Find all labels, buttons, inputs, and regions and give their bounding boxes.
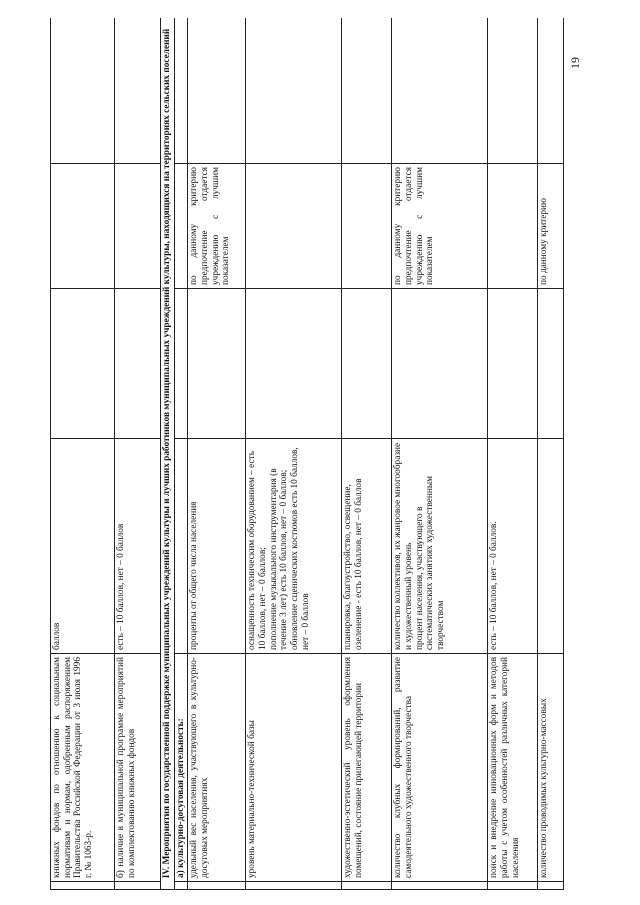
table-cell: количество проводимых культурно-массовых: [538, 654, 564, 882]
table-cell: б) наличие в муниципальной программе мероприятий по комплектованию книжных фондов: [115, 654, 161, 882]
table-cell: уровень материально-технической базы: [246, 654, 342, 882]
table-cell: [174, 882, 188, 890]
section-heading-row: [161, 18, 175, 890]
table-row: [538, 18, 564, 890]
table-cell: [51, 882, 115, 890]
rotated-table-block: [50, 18, 580, 890]
table-cell: [246, 882, 342, 890]
table-cell: [188, 18, 246, 164]
table-cell: проценты от общего числа населения: [188, 439, 246, 654]
table-cell: [174, 18, 188, 164]
table-cell: [174, 289, 188, 439]
table-cell: художественно-эстетический уровень оформления помещений, состояние прилегающей территории: [342, 654, 392, 882]
table-cell: количество коллективов, их жанровое многообразие и художественный уровень процент населения, участвующего в систематических занятиях художественным творчеством: [392, 439, 488, 654]
table-row: [342, 18, 392, 890]
table-cell: [392, 18, 488, 164]
table-cell: оснащенность техническим оборудованием – есть 10 баллов, нет – 0 баллов; пополнение музыкального инструментария (в течение 3 лет) есть 10 баллов, нет – 0 баллов; обновление сценических костюмов есть 10 баллов, нет – 0 баллов: [246, 439, 342, 654]
table-cell: [174, 164, 188, 289]
table-row: [392, 18, 488, 890]
table-row: [188, 18, 246, 890]
table-cell: [488, 18, 538, 164]
table-cell: [538, 439, 564, 654]
table-cell: [342, 164, 392, 289]
table-cell: [188, 289, 246, 439]
table-cell: [488, 164, 538, 289]
table-cell: [538, 289, 564, 439]
subsection-heading-row: [174, 18, 188, 890]
table-cell: [342, 18, 392, 164]
table-cell: [392, 289, 488, 439]
table-cell: [488, 882, 538, 890]
section-heading: IV. Мероприятия по государственной поддержке муниципальных учреждений культуры и лучших работников муниципальных учреждений культуры, находящихся на территориях сельских поселений: [161, 18, 175, 890]
criteria-table: [50, 18, 564, 890]
table-cell: поиск и внедрение инновационных форм и методов работы с учетом особенностей различных категорий населения: [488, 654, 538, 882]
subsection-heading: а) культурно-досуговая деятельность:: [174, 654, 188, 882]
table-cell: [188, 882, 246, 890]
table-cell: [51, 289, 115, 439]
table-cell: [115, 289, 161, 439]
document-sheet: [50, 18, 580, 890]
table-row: [51, 18, 115, 890]
table-cell: удельный вес населения, участвующего в культурно-досуговых мероприятиях: [188, 654, 246, 882]
table-cell: [115, 18, 161, 164]
table-cell: есть – 10 баллов, нет – 0 баллов.: [488, 439, 538, 654]
table-cell: количество клубных формирований, развитие самодеятельного художественного творчества: [392, 654, 488, 882]
table-cell: [115, 882, 161, 890]
table-row: [488, 18, 538, 890]
table-cell: [342, 882, 392, 890]
table-cell: [538, 18, 564, 164]
table-cell: баллов: [51, 439, 115, 654]
table-cell: [51, 164, 115, 289]
table-cell: по данному критерию: [538, 164, 564, 289]
page-number: 19: [568, 57, 582, 69]
table-cell: [246, 164, 342, 289]
table-row: [115, 18, 161, 890]
table-cell: [392, 882, 488, 890]
table-cell: есть – 10 баллов, нет – 0 баллов: [115, 439, 161, 654]
table-cell: [51, 18, 115, 164]
table-cell: [174, 439, 188, 654]
table-cell: книжных фондов по отношению к социальным нормативам и нормам, одобренным распоряжением Правительства Российской Федерации от 3 июля 1996 г. № 1063-р.: [51, 654, 115, 882]
table-cell: планировка, благоустройство, освещение, озеленение - есть 10 баллов, нет – 0 баллов: [342, 439, 392, 654]
table-row: [246, 18, 342, 890]
table-cell: [115, 164, 161, 289]
table-cell: по данному критерию предпочтение отдается учреждению с лучшим показателем: [188, 164, 246, 289]
table-cell: [488, 289, 538, 439]
table-cell: [342, 289, 392, 439]
table-cell: [246, 289, 342, 439]
table-cell: по данному критерию предпочтение отдается учреждению с лучшим показателем: [392, 164, 488, 289]
table-cell: [246, 18, 342, 164]
table-cell: [538, 882, 564, 890]
